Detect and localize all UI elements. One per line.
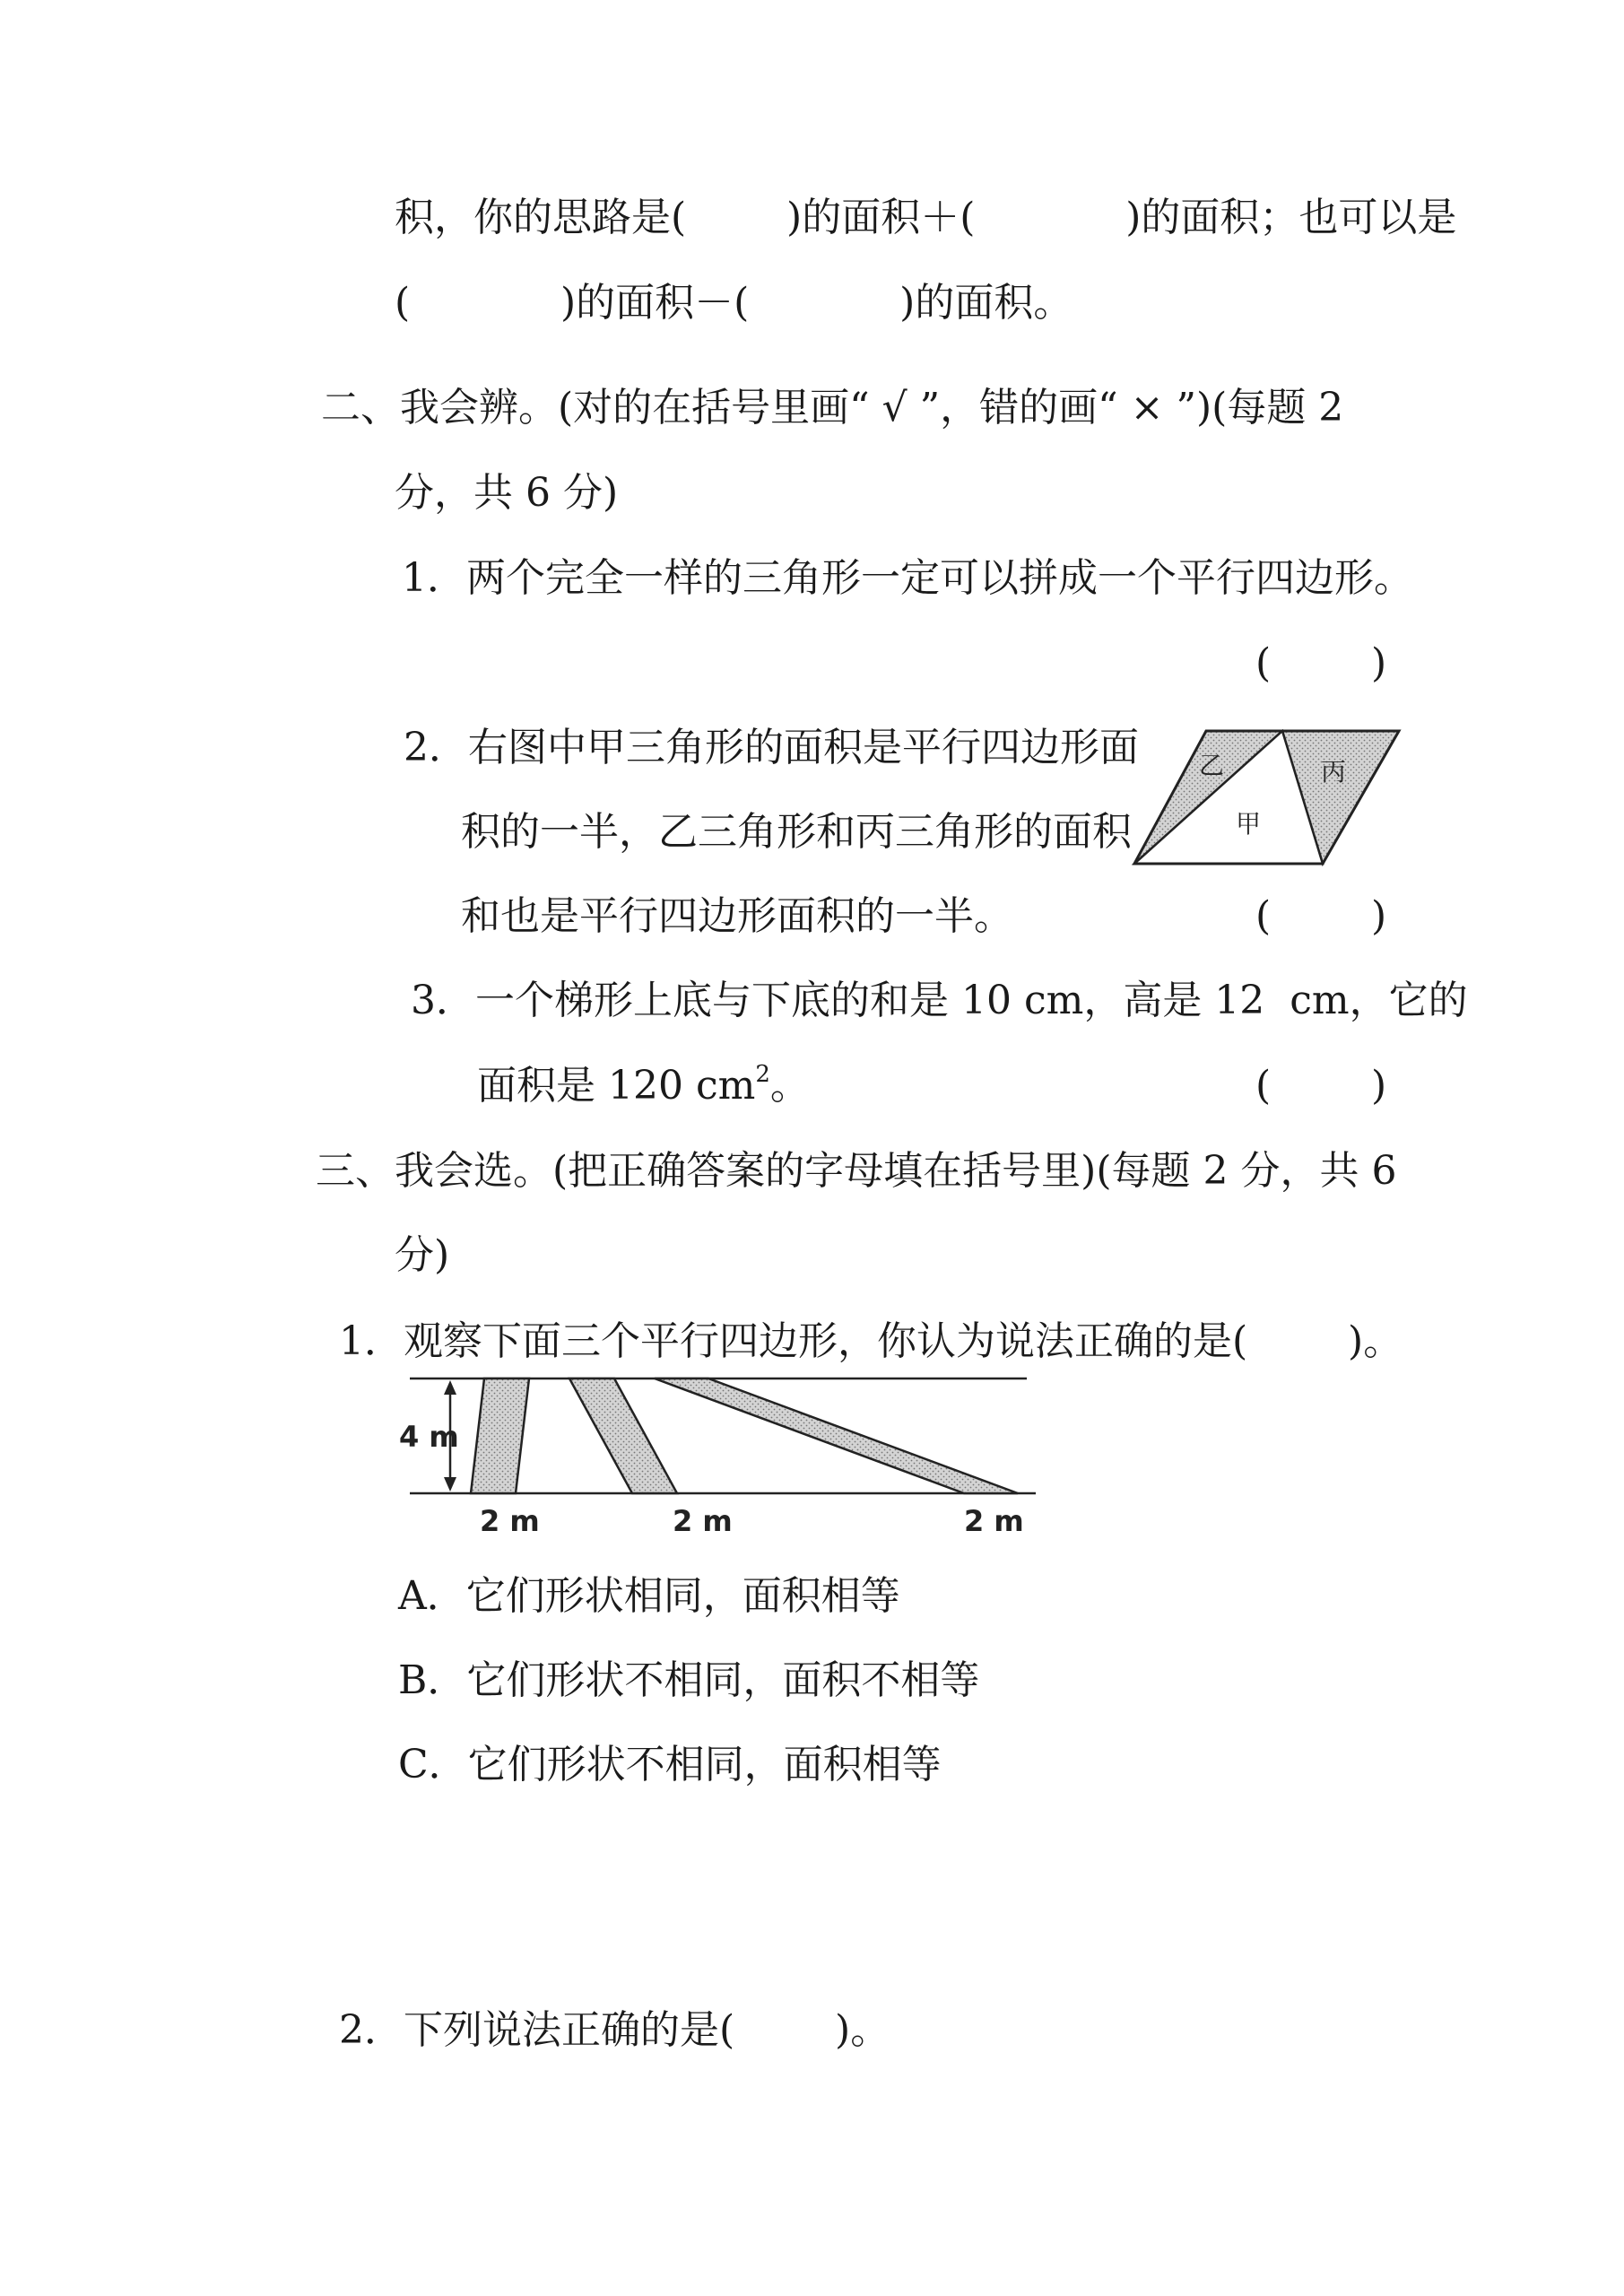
label-yi: 乙 <box>1199 751 1225 780</box>
section3-heading-line2: 分) <box>395 1232 450 1278</box>
height-label: 4 m <box>399 1420 459 1454</box>
s3-q2-text: 2．下列说法正确的是( )。 <box>339 2007 890 2053</box>
parallelogram-figure <box>1134 731 1403 870</box>
s3-q1-option-a[interactable]: A．它们形状相同，面积相等 <box>398 1573 900 1619</box>
s2-q1-text: 1．两个完全一样的三角形一定可以拼成一个平行四边形。 <box>402 555 1413 601</box>
s2-q3-line1: 3．一个梯形上底与下底的和是 10 cm，高是 12 cm，它的 <box>411 978 1468 1023</box>
base-label-1: 2 m <box>480 1504 540 1538</box>
parallelogram-1 <box>471 1378 529 1493</box>
three-parallelograms-figure <box>399 1368 1045 1547</box>
s3-q1-option-b[interactable]: B．它们形状不相同，面积不相等 <box>398 1657 980 1703</box>
s2-q2-line3: 和也是平行四边形面积的一半。 <box>461 893 1013 939</box>
base-label-2: 2 m <box>673 1504 733 1538</box>
s3-q1-text: 1．观察下面三个平行四边形，你认为说法正确的是( )。 <box>339 1318 1403 1364</box>
section2-heading-line2: 分，共 6 分) <box>395 470 619 516</box>
section2-heading-line1: 二、我会辨。(对的在括号里画“ √ ”，错的画“ × ”)(每题 2 <box>321 385 1344 430</box>
q1-cont-line1: 积，你的思路是( )的面积＋( )的面积；也可以是 <box>395 195 1457 240</box>
s2-q2-line1: 2．右图中甲三角形的面积是平行四边形面 <box>404 725 1139 770</box>
squared-superscript: 2 <box>755 1061 770 1088</box>
base-label-3: 2 m <box>964 1504 1024 1538</box>
s2-q3-answer-blank[interactable]: ( ) <box>1255 1063 1387 1109</box>
section3-heading-line1: 三、我会选。(把正确答案的字母填在括号里)(每题 2 分，共 6 <box>316 1148 1397 1194</box>
label-bing: 丙 <box>1321 757 1347 787</box>
s2-q1-answer-blank[interactable]: ( ) <box>1255 640 1387 686</box>
q1-cont-line2: ( )的面积－( )的面积。 <box>395 280 1073 326</box>
parallelogram-2 <box>569 1378 677 1493</box>
parallelogram-3 <box>655 1378 1018 1493</box>
s2-q3-line2: 面积是 120 $cm^2$。 <box>477 1061 810 1109</box>
s3-q1-option-c[interactable]: C．它们形状不相同，面积相等 <box>398 1742 942 1787</box>
label-jia: 甲 <box>1236 809 1262 839</box>
s2-q2-answer-blank[interactable]: ( ) <box>1255 893 1387 939</box>
s2-q2-line2: 积的一半，乙三角形和丙三角形的面积 <box>461 809 1132 855</box>
